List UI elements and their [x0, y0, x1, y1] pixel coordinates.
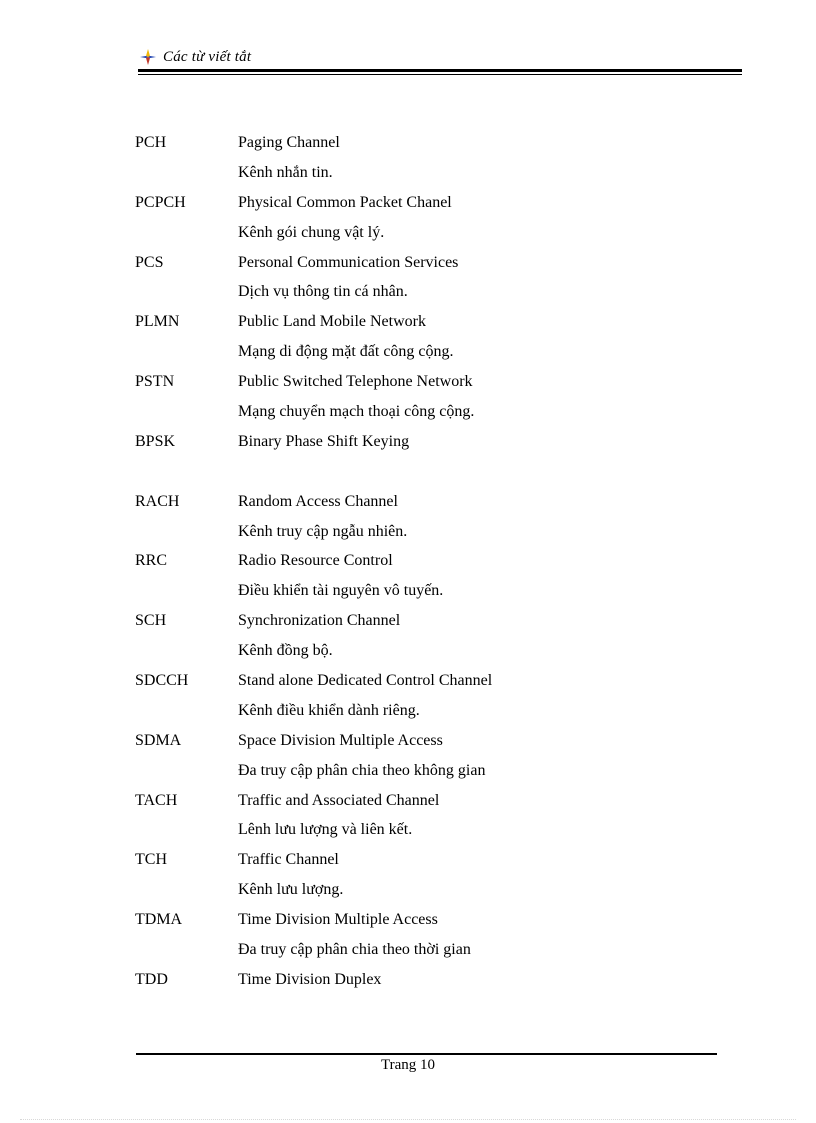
abbreviation-term: TDD: [135, 970, 168, 988]
abbreviation-vietnamese: Kênh lưu lượng.: [238, 881, 344, 899]
header-title: Các từ viết tắt: [163, 49, 252, 65]
abbreviation-row: [135, 367, 735, 397]
abbreviation-english: Random Access Channel: [238, 492, 398, 510]
abbreviation-translation-row: [135, 158, 735, 188]
footer-rule: [136, 1053, 717, 1055]
abbreviation-vietnamese: Kênh truy cập ngẫu nhiên.: [238, 522, 408, 540]
abbreviation-translation-row: [135, 756, 735, 786]
abbreviation-vietnamese: Điều khiển tài nguyên vô tuyến.: [238, 582, 444, 600]
abbreviation-english: Binary Phase Shift Keying: [238, 432, 410, 450]
abbreviation-term: PLMN: [135, 313, 180, 331]
abbreviation-term: SCH: [135, 612, 167, 630]
header-rule: [138, 69, 742, 72]
abbreviation-row: [135, 666, 735, 696]
diamond-star-icon: [140, 49, 156, 65]
abbreviation-row: [135, 248, 735, 278]
page-header: [138, 47, 742, 77]
abbreviation-translation-row: [135, 337, 735, 367]
abbreviation-term: PCH: [135, 134, 167, 151]
abbreviation-list: [135, 128, 735, 995]
abbreviation-vietnamese: Đa truy cập phân chia theo thời gian: [238, 941, 471, 959]
abbreviation-english: Public Switched Telephone Network: [238, 373, 473, 391]
abbreviation-translation-row: [135, 277, 735, 307]
abbreviation-english: Time Division Multiple Access: [238, 911, 438, 929]
abbreviation-translation-row: [135, 218, 735, 248]
abbreviation-translation-row: [135, 517, 735, 547]
abbreviation-term: SDMA: [135, 731, 182, 749]
abbreviation-translation-row: [135, 636, 735, 666]
abbreviation-row: [135, 188, 735, 218]
abbreviation-vietnamese: Kênh nhắn tin.: [238, 163, 333, 181]
abbreviation-vietnamese: Kênh điều khiển dành riêng.: [238, 701, 420, 719]
abbreviation-vietnamese: Lênh lưu lượng và liên kết.: [238, 821, 413, 839]
abbreviation-english: Time Division Duplex: [238, 970, 382, 988]
abbreviation-term: RACH: [135, 492, 180, 510]
abbreviation-term: TACH: [135, 791, 178, 809]
abbreviation-vietnamese: Mạng chuyển mạch thoại công cộng.: [238, 403, 475, 421]
abbreviation-translation-row: [135, 875, 735, 905]
abbreviation-term: TDMA: [135, 911, 183, 929]
abbreviation-row: [135, 786, 735, 816]
abbreviation-english: Paging Channel: [238, 134, 340, 151]
abbreviation-row: [135, 845, 735, 875]
abbreviation-row: [135, 307, 735, 337]
abbreviation-vietnamese: Dịch vụ thông tin cá nhân.: [238, 283, 408, 301]
abbreviation-english: Physical Common Packet Chanel: [238, 193, 452, 211]
abbreviation-row: [135, 487, 735, 517]
abbreviation-vietnamese: Kênh gói chung vật lý.: [238, 223, 385, 241]
abbreviation-row: [135, 427, 735, 457]
abbreviation-term: RRC: [135, 552, 168, 570]
abbreviation-term: PSTN: [135, 373, 175, 391]
abbreviation-translation-row: [135, 696, 735, 726]
abbreviation-term: PCS: [135, 253, 164, 271]
page-edge: [20, 1119, 796, 1120]
abbreviation-row: [135, 128, 735, 158]
abbreviation-english: Space Division Multiple Access: [238, 731, 443, 749]
abbreviation-row: [135, 965, 735, 995]
abbreviation-translation-row: [135, 935, 735, 965]
abbreviation-vietnamese: Mạng di động mặt đất công cộng.: [238, 343, 454, 361]
abbreviation-translation-row: [135, 576, 735, 606]
abbreviation-row: [135, 905, 735, 935]
abbreviation-term: BPSK: [135, 432, 176, 450]
abbreviation-english: Synchronization Channel: [238, 612, 401, 630]
abbreviation-english: Radio Resource Control: [238, 552, 393, 570]
abbreviation-term: PCPCH: [135, 193, 186, 211]
abbreviation-english: Traffic and Associated Channel: [238, 791, 440, 809]
abbreviation-translation-row: [135, 457, 735, 487]
abbreviation-term: SDCCH: [135, 672, 189, 690]
page-number: Trang 10: [380, 1057, 436, 1073]
header-rule-thin: [138, 74, 742, 75]
abbreviation-term: TCH: [135, 851, 167, 869]
abbreviation-translation-row: [135, 397, 735, 427]
abbreviation-vietnamese: Đa truy cập phân chia theo không gian: [238, 761, 486, 779]
abbreviation-english: Personal Communication Services: [238, 253, 459, 271]
abbreviation-row: [135, 726, 735, 756]
abbreviation-english: Traffic Channel: [238, 851, 339, 869]
abbreviation-row: [135, 546, 735, 576]
abbreviation-vietnamese: Kênh đồng bộ.: [238, 642, 333, 660]
abbreviation-english: Stand alone Dedicated Control Channel: [238, 672, 493, 690]
abbreviation-english: Public Land Mobile Network: [238, 313, 426, 331]
abbreviation-translation-row: [135, 815, 735, 845]
abbreviation-row: [135, 606, 735, 636]
